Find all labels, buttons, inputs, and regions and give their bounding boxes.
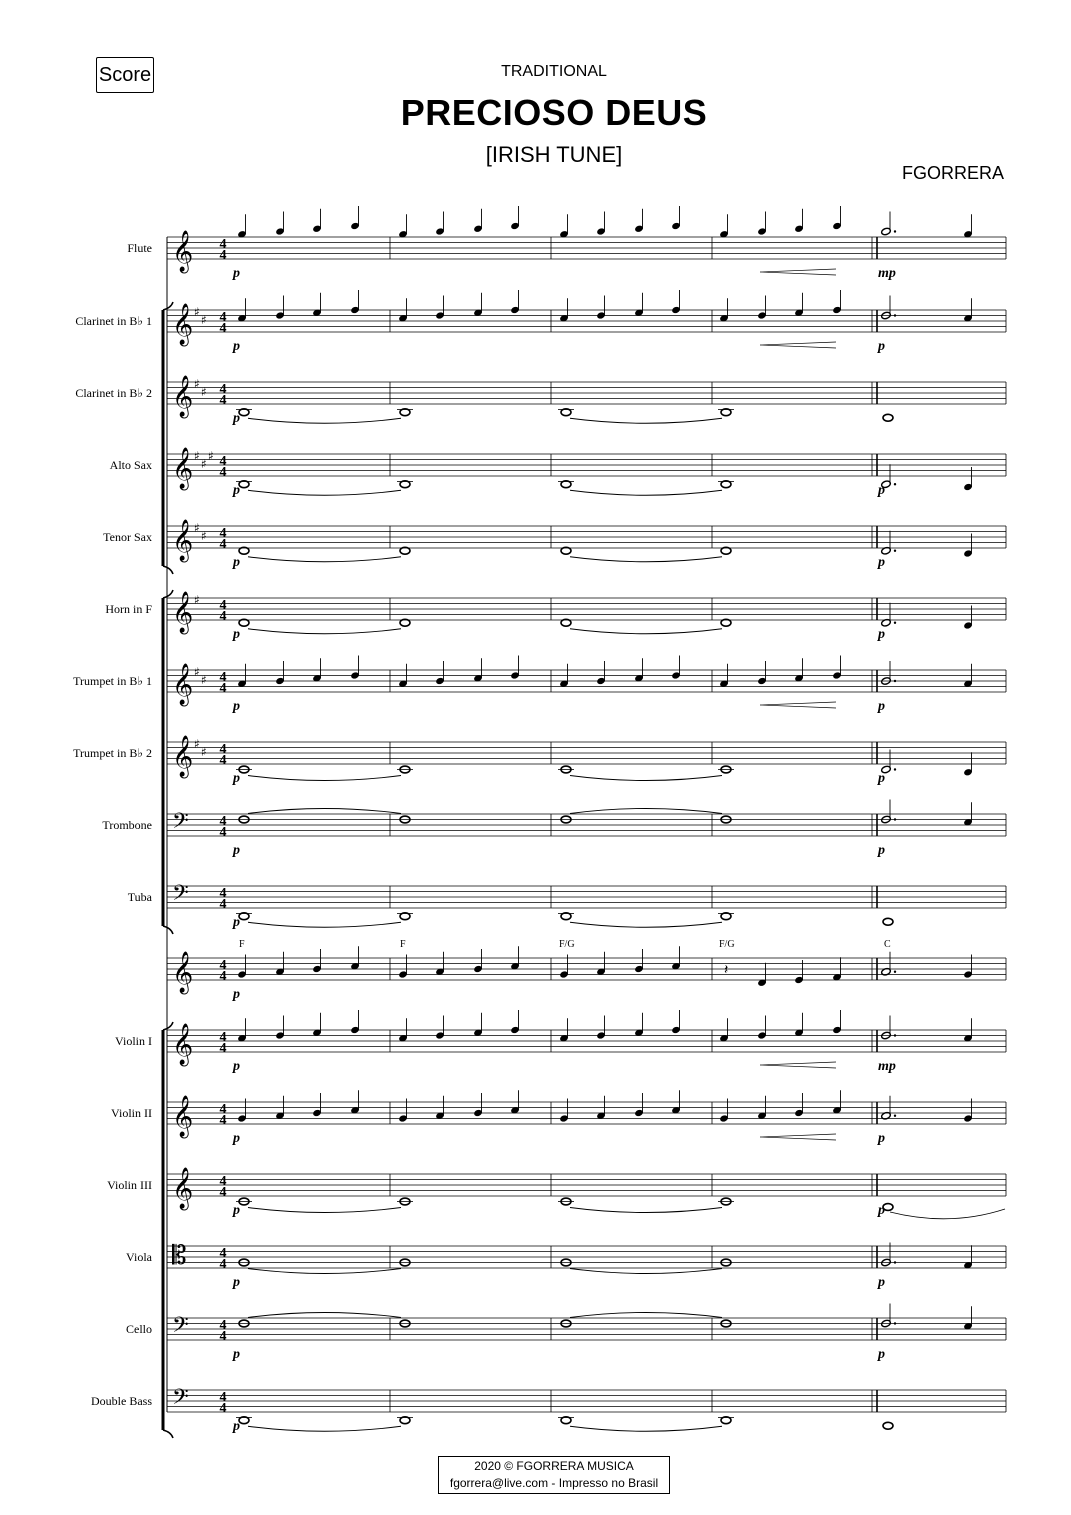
time-signature-top: 4 [219, 1390, 227, 1405]
instrument-name: Viola [126, 1250, 152, 1264]
time-signature-bottom: 4 [219, 609, 227, 624]
instrument-name: Flute [127, 241, 152, 255]
instrument-name: Trumpet in B♭ 1 [73, 674, 152, 688]
tie-slur [248, 629, 401, 634]
tie-slur [248, 490, 401, 495]
time-signature-bottom: 4 [219, 393, 227, 408]
dynamic-mark: p [878, 771, 885, 786]
time-signature-bottom: 4 [219, 321, 227, 336]
instrument-name: Horn in F [105, 602, 152, 616]
arranger-name: FGORRERA [901, 163, 1004, 183]
instrument-name: Violin I [115, 1034, 152, 1048]
chord-symbol: F [239, 939, 245, 950]
sharp-icon: ♯ [194, 665, 200, 679]
treble-clef-icon: 𝄞 [172, 736, 194, 777]
staff-2 [75, 290, 1006, 354]
instrument-name: Violin III [107, 1178, 152, 1192]
augmentation-dot [894, 230, 896, 232]
time-signature-bottom: 4 [219, 753, 227, 768]
dynamic-mark: p [878, 1347, 885, 1362]
staff-7 [73, 656, 1006, 715]
dynamic-mark: p [233, 771, 240, 786]
staff-3 [75, 375, 1006, 426]
page-subtitle: [IRISH TUNE] [485, 142, 623, 167]
instrument-name: Trombone [102, 818, 152, 832]
instrument-name: Alto Sax [109, 458, 152, 472]
bracket-end [163, 566, 173, 574]
instrument-name: Clarinet in B♭ 1 [75, 314, 152, 328]
sharp-icon: ♯ [194, 305, 200, 319]
sharp-icon: ♯ [201, 313, 207, 327]
tie-slur [248, 1208, 401, 1213]
treble-clef-icon: 𝄞 [172, 304, 194, 345]
time-signature-top: 4 [219, 1102, 227, 1117]
dynamic-mark: p [233, 339, 240, 354]
treble-clef-icon: 𝄞 [172, 1024, 194, 1065]
quarter-rest-icon: 𝄽 [724, 962, 729, 978]
staff-17 [91, 1385, 1006, 1434]
time-signature-top: 4 [219, 526, 227, 541]
page-title: PRECIOSO DEUS [400, 92, 708, 133]
time-signature-bottom: 4 [219, 1185, 227, 1200]
dynamic-mark: p [878, 1275, 885, 1290]
staff-14 [107, 1167, 1006, 1219]
augmentation-dot [894, 971, 896, 973]
treble-clef-icon: 𝄞 [172, 1096, 194, 1137]
tie-slur [570, 629, 722, 634]
crescendo-hairpin [760, 702, 836, 708]
dynamic-mark: p [878, 627, 885, 642]
time-signature-bottom: 4 [219, 1113, 227, 1128]
augmentation-dot [894, 550, 896, 552]
bracket-end [163, 1430, 173, 1438]
sharp-icon: ♯ [194, 377, 200, 391]
footer-line-2: fgorrera@live.com - Impresso no Brasil [449, 1476, 659, 1490]
augmentation-dot [894, 1322, 896, 1324]
treble-clef-icon: 𝄞 [172, 664, 194, 705]
staff-16 [126, 1304, 1006, 1363]
instrument-name: Double Bass [91, 1394, 152, 1408]
dynamic-mark: p [878, 1131, 885, 1146]
chord-symbol: F [400, 939, 406, 950]
augmentation-dot [894, 818, 896, 820]
tie-slur [570, 490, 722, 495]
time-signature-top: 4 [219, 1246, 227, 1261]
time-signature-bottom: 4 [219, 465, 227, 480]
tie-slur [570, 1208, 722, 1213]
treble-clef-icon: 𝄞 [172, 592, 194, 633]
dynamic-mark: p [233, 411, 240, 426]
dynamic-mark: p [233, 699, 240, 714]
tie-slur [248, 922, 401, 927]
augmentation-dot [894, 622, 896, 624]
score-label: Score [98, 63, 152, 86]
origin-label: TRADITIONAL [501, 63, 607, 80]
dynamic-mark: p [878, 339, 885, 354]
crescendo-hairpin [760, 269, 836, 275]
crescendo-hairpin [760, 1134, 836, 1140]
footer-copyright [438, 1456, 670, 1494]
dynamic-mark: p [233, 555, 240, 570]
treble-clef-icon: 𝄞 [172, 376, 194, 417]
treble-clef-icon: 𝄞 [172, 952, 194, 993]
dynamic-mark: p [878, 699, 885, 714]
staff-11 [167, 946, 1006, 1002]
bracket-end [163, 926, 173, 934]
dynamic-mark: p [233, 1275, 240, 1290]
crescendo-hairpin [760, 342, 836, 348]
dynamic-mark: p [878, 483, 885, 498]
tie-slur [570, 1269, 722, 1274]
dynamic-mark: p [878, 843, 885, 858]
instrument-name: Violin II [111, 1106, 152, 1120]
staff-10 [128, 881, 1006, 930]
crescendo-hairpin [760, 1062, 836, 1068]
chord-symbol: C [884, 939, 891, 950]
bass-clef-icon: 𝄢 [172, 881, 189, 911]
sharp-icon: ♯ [201, 745, 207, 759]
tie-slur [570, 922, 722, 927]
staff-1 [127, 206, 1006, 281]
time-signature-bottom: 4 [219, 897, 227, 912]
staff-6 [105, 591, 1006, 642]
dynamic-mark: p [233, 266, 240, 281]
time-signature-top: 4 [219, 237, 227, 252]
chord-symbol: F/G [559, 939, 575, 950]
time-signature-top: 4 [219, 814, 227, 829]
time-signature-top: 4 [219, 310, 227, 325]
instrument-name: Trumpet in B♭ 2 [73, 746, 152, 760]
staff-5 [103, 519, 1006, 570]
time-signature-bottom: 4 [219, 1329, 227, 1344]
time-signature-bottom: 4 [219, 969, 227, 984]
staff-15 [126, 1241, 1006, 1290]
tie-slur [248, 418, 401, 423]
sharp-icon: ♯ [201, 673, 207, 687]
time-signature-top: 4 [219, 1174, 227, 1189]
time-signature-bottom: 4 [219, 1401, 227, 1416]
dynamic-mark: p [878, 1203, 885, 1218]
bass-clef-icon: 𝄢 [172, 1385, 189, 1415]
dynamic-mark: p [233, 915, 240, 930]
sharp-icon: ♯ [194, 593, 200, 607]
tie-slur [570, 1426, 722, 1431]
staff-8 [73, 735, 1006, 786]
tie-slur [570, 776, 722, 781]
footer-line-1: 2020 © FGORRERA MUSICA [474, 1459, 634, 1473]
time-signature-top: 4 [219, 1030, 227, 1045]
tie-slur [248, 809, 401, 814]
augmentation-dot [894, 1115, 896, 1117]
dynamic-mark: p [233, 627, 240, 642]
tie-slur [248, 1313, 401, 1318]
time-signature-top: 4 [219, 742, 227, 757]
sharp-icon: ♯ [194, 737, 200, 751]
dynamic-mark: p [233, 843, 240, 858]
time-signature-top: 4 [219, 1318, 227, 1333]
bass-clef-icon: 𝄢 [172, 1313, 189, 1343]
time-signature-bottom: 4 [219, 1041, 227, 1056]
time-signature-top: 4 [219, 958, 227, 973]
alto-clef-icon: 𝄡 [172, 1241, 187, 1271]
whole-note [883, 414, 893, 421]
tie-slur [248, 1269, 401, 1274]
staff-9 [102, 800, 1006, 859]
time-signature-top: 4 [219, 670, 227, 685]
sharp-icon: ♯ [194, 449, 200, 463]
time-signature-bottom: 4 [219, 248, 227, 263]
augmentation-dot [894, 680, 896, 682]
dynamic-mark: mp [878, 1059, 896, 1074]
time-signature-top: 4 [219, 382, 227, 397]
tie-slur [248, 776, 401, 781]
time-signature-bottom: 4 [219, 1257, 227, 1272]
augmentation-dot [894, 314, 896, 316]
dynamic-mark: p [233, 1347, 240, 1362]
treble-clef-icon: 𝄞 [172, 520, 194, 561]
dynamic-mark: p [233, 1203, 240, 1218]
tie-slur [570, 557, 722, 562]
whole-note [883, 918, 893, 925]
bass-clef-icon: 𝄢 [172, 809, 189, 839]
dynamic-mark: p [233, 483, 240, 498]
dynamic-mark: p [233, 1059, 240, 1074]
augmentation-dot [894, 1034, 896, 1036]
tie-slur [570, 418, 722, 423]
chord-symbol: F/G [719, 939, 735, 950]
dynamic-mark: p [233, 1131, 240, 1146]
whole-note [883, 1422, 893, 1429]
dynamic-mark: p [233, 987, 240, 1002]
augmentation-dot [894, 1261, 896, 1263]
instrument-name: Cello [126, 1322, 152, 1336]
tie-slur [248, 1426, 401, 1431]
time-signature-bottom: 4 [219, 537, 227, 552]
tie-slur [890, 1209, 1005, 1219]
time-signature-top: 4 [219, 886, 227, 901]
staff-12 [115, 1010, 1006, 1074]
sharp-icon: ♯ [201, 529, 207, 543]
tie-slur [570, 1313, 722, 1318]
time-signature-top: 4 [219, 454, 227, 469]
augmentation-dot [894, 768, 896, 770]
sharp-icon: ♯ [201, 385, 207, 399]
treble-clef-icon: 𝄞 [172, 1168, 194, 1209]
sharp-icon: ♯ [201, 457, 207, 471]
augmentation-dot [894, 483, 896, 485]
instrument-name: Tenor Sax [103, 530, 152, 544]
treble-clef-icon: 𝄞 [172, 448, 194, 489]
staff-13 [111, 1090, 1006, 1146]
sharp-icon: ♯ [208, 449, 214, 463]
staff-4 [110, 447, 1006, 498]
time-signature-bottom: 4 [219, 825, 227, 840]
dynamic-mark: p [878, 555, 885, 570]
time-signature-bottom: 4 [219, 681, 227, 696]
sharp-icon: ♯ [194, 521, 200, 535]
instrument-name: Tuba [127, 890, 152, 904]
tie-slur [570, 809, 722, 814]
instrument-name: Clarinet in B♭ 2 [75, 386, 152, 400]
dynamic-mark: p [233, 1419, 240, 1434]
dynamic-mark: mp [878, 266, 896, 281]
time-signature-top: 4 [219, 598, 227, 613]
tie-slur [248, 557, 401, 562]
treble-clef-icon: 𝄞 [172, 231, 194, 272]
